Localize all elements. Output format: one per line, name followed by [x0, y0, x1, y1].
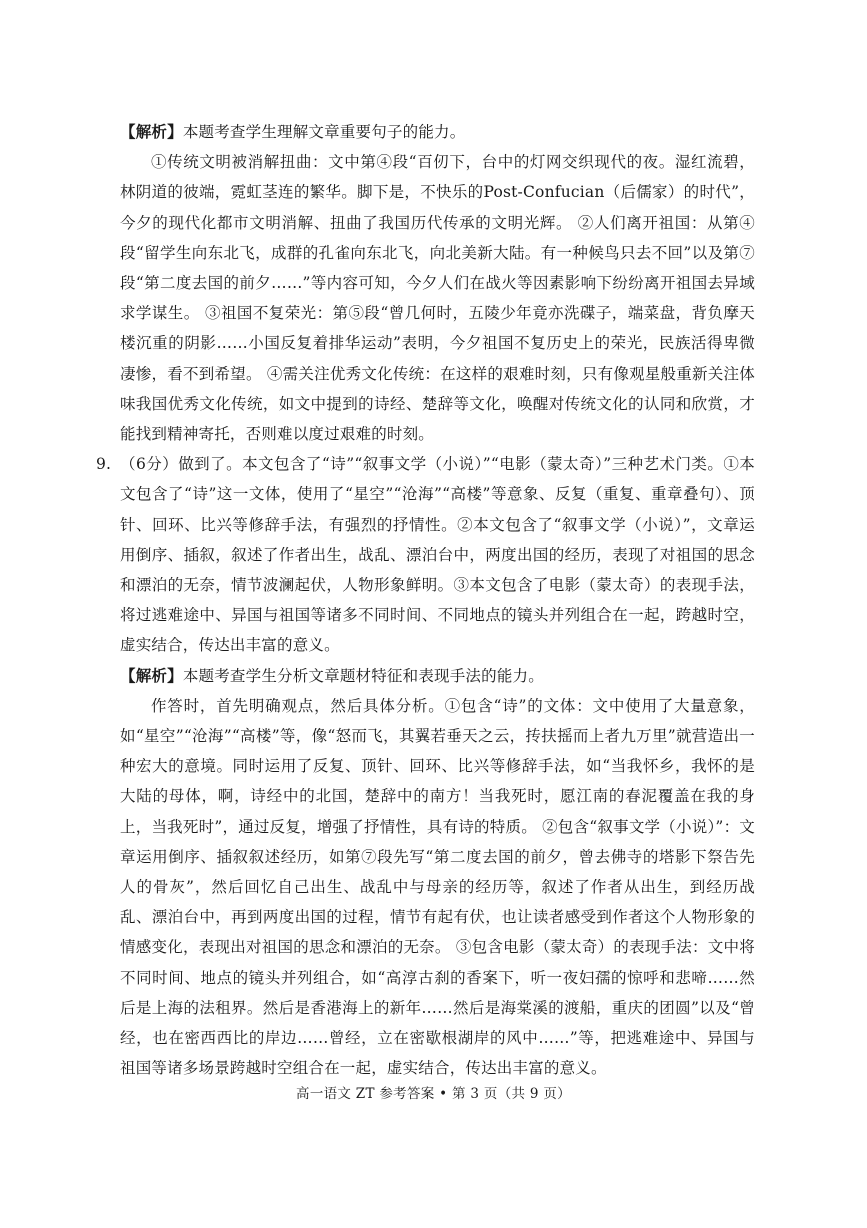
analysis-body-1: ①传统文明被消解扭曲：文中第④段“百仞下，台中的灯网交织现代的夜。湿红流碧，林阴道的彼端，霓虹茎连的繁华。脚下是，不快乐的Post-Confucian（后儒家）的时代”，今夕的现代化都市文明消解、扭曲了我国历代传承的文明光辉。 ②人们离开祖国：从第④段“留学生向东北飞，成群的孔雀向东北飞，向北美新大陆。有一种候鸟只去不回”以及第⑦段“第二度去国的前夕……”等内容可知，今夕人们在战火等因素影响下纷纷离开祖国去异域求学谋生。 ③祖国不复荣光：第⑤段“曾几何时，五陵少年竟亦洗碟子，端菜盘，背负摩天楼沉重的阴影……小国反复着排华运动”表明，今夕祖国不复历史上的荣光，民族活得卑微凄惨，看不到希望。 ④需关注优秀文化传统：在这样的艰难时刻，只有像观星般重新关注体味我国优秀文化传统，如文中提到的诗经、楚辞等文化，唤醒对传统文化的认同和欣赏，才能找到精神寄托，否则难以度过艰难的时刻。	[120, 153, 755, 444]
analysis-heading-2	[120, 661, 755, 691]
analysis-body-2: 作答时，首先明确观点，然后具体分析。①包含“诗”的文体：文中使用了大量意象，如“星空”“沧海”“高楼”等，像“怒而飞，其翼若垂天之云，抟扶摇而上者九万里”就营造出一种宏大的意境。同时运用了反复、顶针、回环、比兴等修辞手法，如“当我怀乡，我怀的是大陆的母体，啊，诗经中的北国，楚辞中的南方！当我死时，愿江南的春泥覆盖在我的身上，当我死时”，通过反复，增强了抒情性，具有诗的特质。 ②包含“叙事文学（小说）”：文章运用倒序、插叙叙述经历，如第⑦段先写“第二度去国的前夕，曾去佛寺的塔影下祭告先人的骨灰”，然后回忆自己出生、战乱中与母亲的经历等，叙述了作者从出生，到经历战乱、漂泊台中，再到两度出国的过程，情节有起有伏，也让读者感受到作者这个人物形象的情感变化，表现出对祖国的思念和漂泊的无奈。 ③包含电影（蒙太奇）的表现手法：文中将不同时间、地点的镜头并列组合，如“高淳古刹的香案下，听一夜妇孺的惊呼和悲啼……然后是上海的法租界。然后是香港海上的新年……然后是海棠溪的渡船，重庆的团圆”以及“曾经，也在密西西比的岸边……曾经，立在密歇根湖岸的风中……”等，把逃难途中、异国与祖国等诸多场景跨越时空组合在一起，虚实结合，传达出丰富的意义。	[120, 696, 755, 1078]
analysis-label: 【解析】	[120, 665, 183, 685]
question-9-answer	[96, 449, 755, 660]
analysis-heading-1	[120, 117, 755, 147]
analysis-intro-text: 本题考查学生理解文章重要句子的能力。	[182, 123, 466, 141]
analysis-intro-text: 本题考查学生分析文章题材特征和表现手法的能力。	[182, 666, 544, 685]
analysis-label: 【解析】	[120, 122, 183, 141]
answer-content	[96, 117, 755, 1084]
page-footer: 高一语文 ZT 参考答案 • 第 3 页（共 9 页）	[296, 1086, 571, 1102]
question-number: 9.	[96, 455, 112, 474]
question-9-text: （6分）做到了。本文包含了“诗”“叙事文学（小说）”“电影（蒙太奇）”三种艺术门类。①本文包含了“诗”这一文体，使用了“星空”“沧海”“高楼”等意象、反复（重复、重章叠句）、顶针、回环、比兴等修辞手法，有强烈的抒情性。②本文包含了“叙事文学（小说）”，文章运用倒序、插叙，叙述了作者出生，战乱、漂泊台中，两度出国的经历，表现了对祖国的思念和漂泊的无奈，情节波澜起伏，人物形象鲜明。③本文包含了电影（蒙太奇）的表现手法，将过逃难途中、异国与祖国等诸多不同时间、不同地点的镜头并列组合在一起，跨越时空，虚实结合，传达出丰富的意义。	[120, 455, 755, 655]
